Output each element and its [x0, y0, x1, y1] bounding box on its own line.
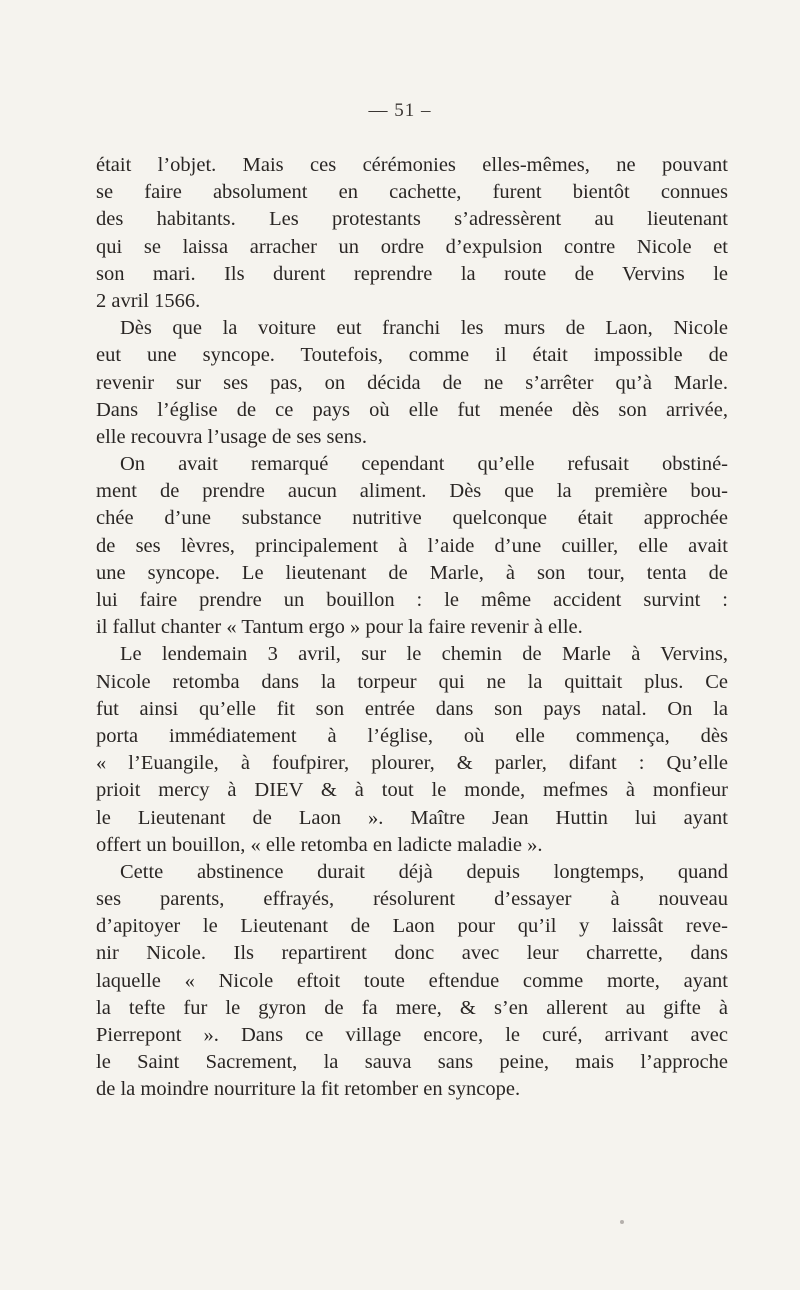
text-line: nir Nicole. Ils repartirent donc avec leur charrette, dans	[96, 942, 728, 965]
text-line: Dans l’église de ce pays où elle fut menée dès son arrivée,	[96, 398, 728, 421]
text-line: qui se laissa arracher un ordre d’expulsion contre Nicole et	[96, 235, 728, 258]
text-line: lui faire prendre un bouillon : le même accident survint :	[96, 589, 728, 611]
page-number: — 51 –	[368, 100, 432, 121]
text-line: d’apitoyer le Lieutenant de Laon pour qu’il y laissât reve-	[96, 915, 728, 938]
paragraph	[96, 451, 728, 641]
text-line: une syncope. Le lieutenant de Marle, à son tour, tenta de	[96, 561, 728, 584]
text-line: chée d’une substance nutritive quelconque était approchée	[96, 507, 728, 530]
text-line: son mari. Ils durent reprendre la route de Vervins le	[96, 262, 728, 285]
text-line: 2 avril 1566.	[96, 289, 201, 312]
text-line: ses parents, effrayés, résolurent d’essayer à nouveau	[96, 888, 728, 911]
paragraph	[96, 315, 728, 451]
text-line: porta immédiatement à l’église, où elle commença, dès	[96, 724, 728, 747]
text-line: le Saint Sacrement, la sauva sans peine, mais l’approche	[96, 1051, 728, 1074]
text-line: laquelle « Nicole eftoit toute eftendue comme morte, ayant	[96, 969, 728, 992]
text-line: prioit mercy à DIEV & à tout le monde, mefmes à monfieur	[96, 779, 728, 802]
text-line: de ses lèvres, principalement à l’aide d’une cuiller, elle avait	[96, 534, 728, 557]
body-text	[96, 152, 728, 1104]
text-line: Nicole retomba dans la torpeur qui ne la quittait plus. Ce	[96, 670, 728, 693]
text-line: Le lendemain 3 avril, sur le chemin de Marle à Vervins,	[120, 643, 728, 666]
paper-speck	[620, 1220, 624, 1224]
text-line: il fallut chanter « Tantum ergo » pour la faire revenir à elle.	[96, 616, 583, 639]
text-line: Pierrepont ». Dans ce village encore, le curé, arrivant avec	[96, 1024, 728, 1046]
text-line: des habitants. Les protestants s’adressèrent au lieutenant	[96, 208, 728, 231]
text-line: revenir sur ses pas, on décida de ne s’arrêter qu’à Marle.	[96, 371, 728, 394]
text-line: la tefte fur le gyron de fa mere, & s’en allerent au gifte à	[96, 996, 728, 1019]
text-line: Dès que la voiture eut franchi les murs de Laon, Nicole	[120, 317, 728, 340]
paragraph	[96, 641, 728, 859]
paragraph	[96, 859, 728, 1104]
text-line: On avait remarqué cependant qu’elle refusait obstiné-	[120, 453, 728, 476]
text-line: de la moindre nourriture la fit retomber en syncope.	[96, 1078, 521, 1101]
text-line: était l’objet. Mais ces cérémonies elles-mêmes, ne pouvant	[96, 154, 728, 176]
text-line: fut ainsi qu’elle fit son entrée dans son pays natal. On la	[96, 697, 728, 720]
text-line: Cette abstinence durait déjà depuis longtemps, quand	[120, 860, 728, 883]
text-line: se faire absolument en cachette, furent bientôt connues	[96, 181, 728, 204]
paragraph	[96, 152, 728, 315]
text-line: ment de prendre aucun aliment. Dès que la première bou-	[96, 480, 728, 503]
text-line: eut une syncope. Toutefois, comme il était impossible de	[96, 344, 728, 367]
text-line: le Lieutenant de Laon ». Maître Jean Huttin lui ayant	[96, 806, 728, 829]
text-line: « l’Euangile, à foufpirer, plourer, & parler, difant : Qu’elle	[96, 752, 728, 775]
text-line: offert un bouillon, « elle retomba en ladicte maladie ».	[96, 833, 543, 856]
text-line: elle recouvra l’usage de ses sens.	[96, 425, 367, 448]
